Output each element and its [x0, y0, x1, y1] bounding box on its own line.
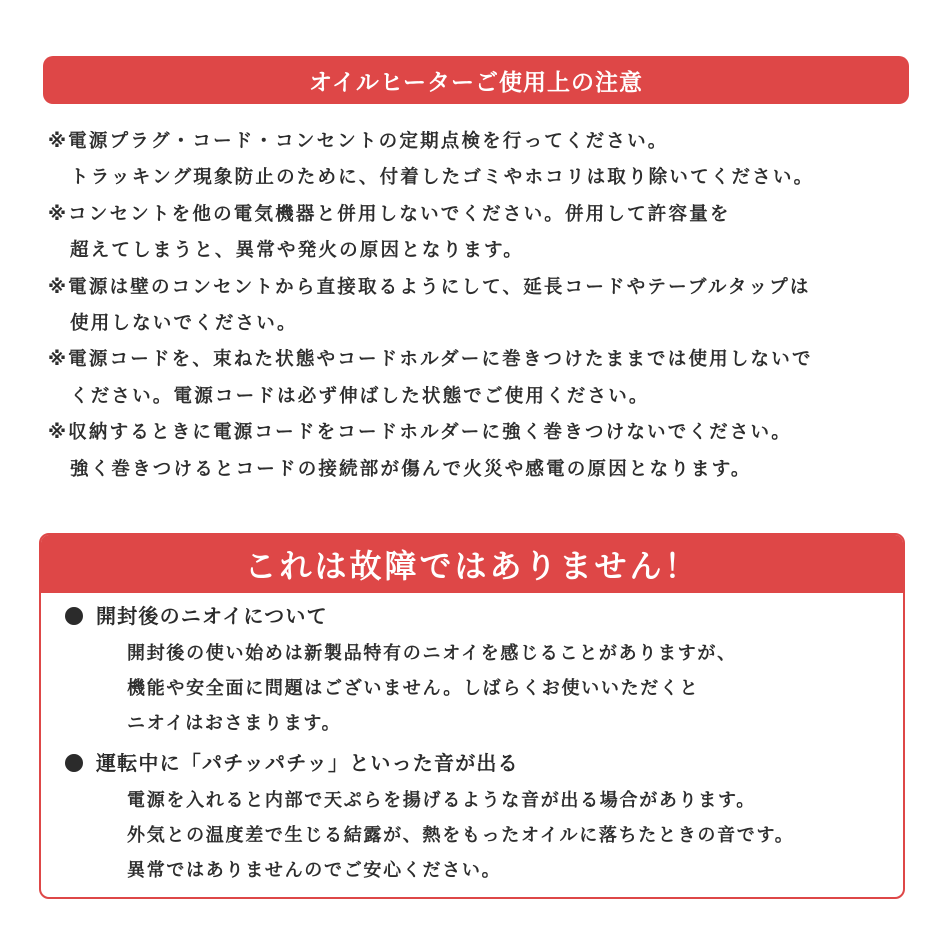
note-heading-text: 運転中に「パチッパチッ」といった音が出る: [96, 751, 519, 775]
not-malfunction-header: [41, 535, 903, 593]
note-body: [65, 636, 895, 741]
note-body: [65, 783, 895, 888]
caution-title-banner: [43, 56, 909, 104]
bullet-icon: [65, 754, 83, 772]
note-line: 機能や安全面に問題はございません。しばらくお使いいただくと: [127, 678, 700, 699]
note-line: 開封後の使い始めは新製品特有のニオイを感じることがありますが、: [127, 643, 737, 664]
caution-line: ※コンセントを他の電気機器と併用しないでください。併用して許容量を: [48, 203, 731, 225]
note-odor: [65, 601, 895, 741]
caution-line: ください。電源コードは必ず伸ばした状態でご使用ください。: [70, 385, 650, 407]
caution-line: 使用しないでください。: [70, 313, 298, 335]
note-line: ニオイはおさまります。: [127, 713, 342, 734]
note-line: 電源を入れると内部で天ぷらを揚げるような音が出る場合があります。: [127, 790, 756, 811]
caution-line: ※電源プラグ・コード・コンセントの定期点検を行ってください。: [48, 131, 669, 152]
caution-title: オイルヒーターご使用上の注意: [309, 69, 643, 96]
caution-line: ※収納するときに電源コードをコードホルダーに強く巻きつけないでください。: [48, 422, 792, 444]
not-malfunction-box: [39, 533, 905, 899]
caution-item: [48, 197, 928, 270]
caution-item: [48, 415, 928, 488]
caution-line: トラッキング現象防止のために、付着したゴミやホコリは取り除いてください。: [70, 167, 815, 189]
caution-item: [48, 270, 928, 343]
bullet-icon: [65, 607, 83, 625]
note-heading-text: 開封後のニオイについて: [96, 604, 328, 628]
note-heading: [65, 601, 895, 631]
caution-line: ※電源コードを、束ねた状態やコードホルダーに巻きつけたままでは使用しないで: [48, 349, 813, 371]
caution-line: 強く巻きつけるとコードの接続部が傷んで火災や感電の原因となります。: [70, 458, 752, 480]
caution-item: [48, 342, 928, 415]
note-line: 外気との温度差で生じる結露が、熱をもったオイルに落ちたときの音です。: [127, 825, 795, 846]
caution-line: 超えてしまうと、異常や発火の原因となります。: [70, 240, 524, 262]
not-malfunction-title: これは故障ではありません！: [244, 547, 700, 585]
caution-line: ※電源は壁のコンセントから直接取るようにして、延長コードやテーブルタップは: [48, 276, 811, 298]
note-line: 異常ではありませんのでご安心ください。: [127, 860, 502, 881]
caution-item: [48, 124, 928, 197]
note-heading: [65, 748, 895, 778]
caution-list: [48, 124, 928, 488]
note-sound: [65, 748, 895, 888]
